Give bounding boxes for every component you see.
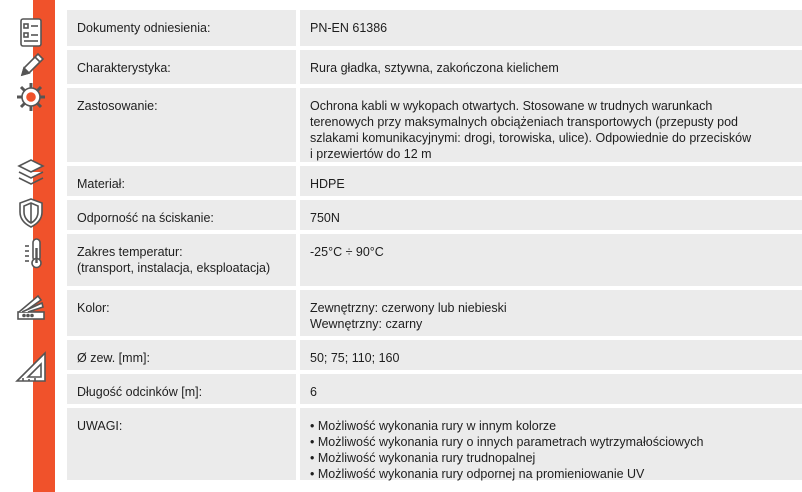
row-label	[67, 200, 296, 230]
value-line: 6	[310, 385, 317, 399]
value-line: szlakami komunikacyjnymi: drogi, torowiska, ulice). Odpowiednie do przecisków	[310, 131, 752, 145]
value-line: -25°C ÷ 90°C	[310, 245, 384, 259]
table-row	[67, 290, 802, 336]
set-square-icon	[14, 350, 48, 384]
label-line: UWAGI:	[77, 419, 123, 433]
row-label	[67, 408, 296, 480]
label-line: Ø zew. [mm]:	[77, 351, 150, 365]
row-value	[300, 50, 802, 84]
table-row	[67, 10, 802, 46]
row-value	[300, 340, 802, 370]
row-value	[300, 234, 802, 286]
row-label	[67, 234, 296, 286]
label-line: Kolor:	[77, 301, 110, 315]
value-line: terenowych przy maksymalnych obciążeniach transportowych (przepusty pod	[310, 115, 738, 129]
layers-icon	[14, 156, 48, 190]
table-row	[67, 340, 802, 370]
row-label	[67, 166, 296, 196]
value-line: • Możliwość wykonania rury w innym kolorze	[310, 419, 557, 433]
table-row	[67, 50, 802, 84]
table-row	[67, 408, 802, 480]
value-line: • Możliwość wykonania rury trudnopalnej	[310, 451, 536, 465]
pencil-icon	[14, 48, 48, 82]
value-line: • Możliwość wykonania rury o innych parametrach wytrzymałościowych	[310, 435, 704, 449]
gear-icon	[14, 80, 48, 114]
specification-table	[67, 10, 802, 484]
value-line: PN-EN 61386	[310, 21, 388, 35]
row-label	[67, 374, 296, 404]
value-line: Ochrona kabli w wykopach otwartych. Stosowane w trudnych warunkach	[310, 99, 713, 113]
thermometer-icon	[14, 236, 48, 270]
label-line: Długość odcinków [m]:	[77, 385, 203, 399]
row-label	[67, 290, 296, 336]
value-line: i przewiertów do 12 m	[310, 147, 432, 161]
row-value	[300, 10, 802, 46]
shield-icon	[14, 196, 48, 230]
label-line: Materiał:	[77, 177, 125, 191]
row-value	[300, 408, 802, 480]
row-label	[67, 10, 296, 46]
table-row	[67, 166, 802, 196]
row-label	[67, 340, 296, 370]
row-value	[300, 200, 802, 230]
value-line: HDPE	[310, 177, 345, 191]
value-line: 750N	[310, 211, 340, 225]
row-value	[300, 290, 802, 336]
table-row	[67, 234, 802, 286]
label-line: Odporność na ściskanie:	[77, 211, 214, 225]
table-row	[67, 374, 802, 404]
value-line: Rura gładka, sztywna, zakończona kielichem	[310, 61, 559, 75]
label-line: (transport, instalacja, eksploatacja)	[77, 261, 271, 275]
table-row	[67, 200, 802, 230]
document-list-icon	[14, 16, 48, 50]
label-line: Dokumenty odniesienia:	[77, 21, 211, 35]
value-line: Wewnętrzny: czarny	[310, 317, 423, 331]
label-line: Zastosowanie:	[77, 99, 158, 113]
row-value	[300, 88, 802, 162]
value-line: • Możliwość wykonania rury odpornej na promieniowanie UV	[310, 467, 645, 481]
color-fan-icon	[14, 288, 48, 322]
table-row	[67, 88, 802, 162]
value-line: Zewnętrzny: czerwony lub niebieski	[310, 301, 507, 315]
row-value	[300, 374, 802, 404]
row-value	[300, 166, 802, 196]
label-line: Zakres temperatur:	[77, 245, 183, 259]
value-line: 50; 75; 110; 160	[310, 351, 400, 365]
row-label	[67, 88, 296, 162]
label-line: Charakterystyka:	[77, 61, 171, 75]
row-label	[67, 50, 296, 84]
